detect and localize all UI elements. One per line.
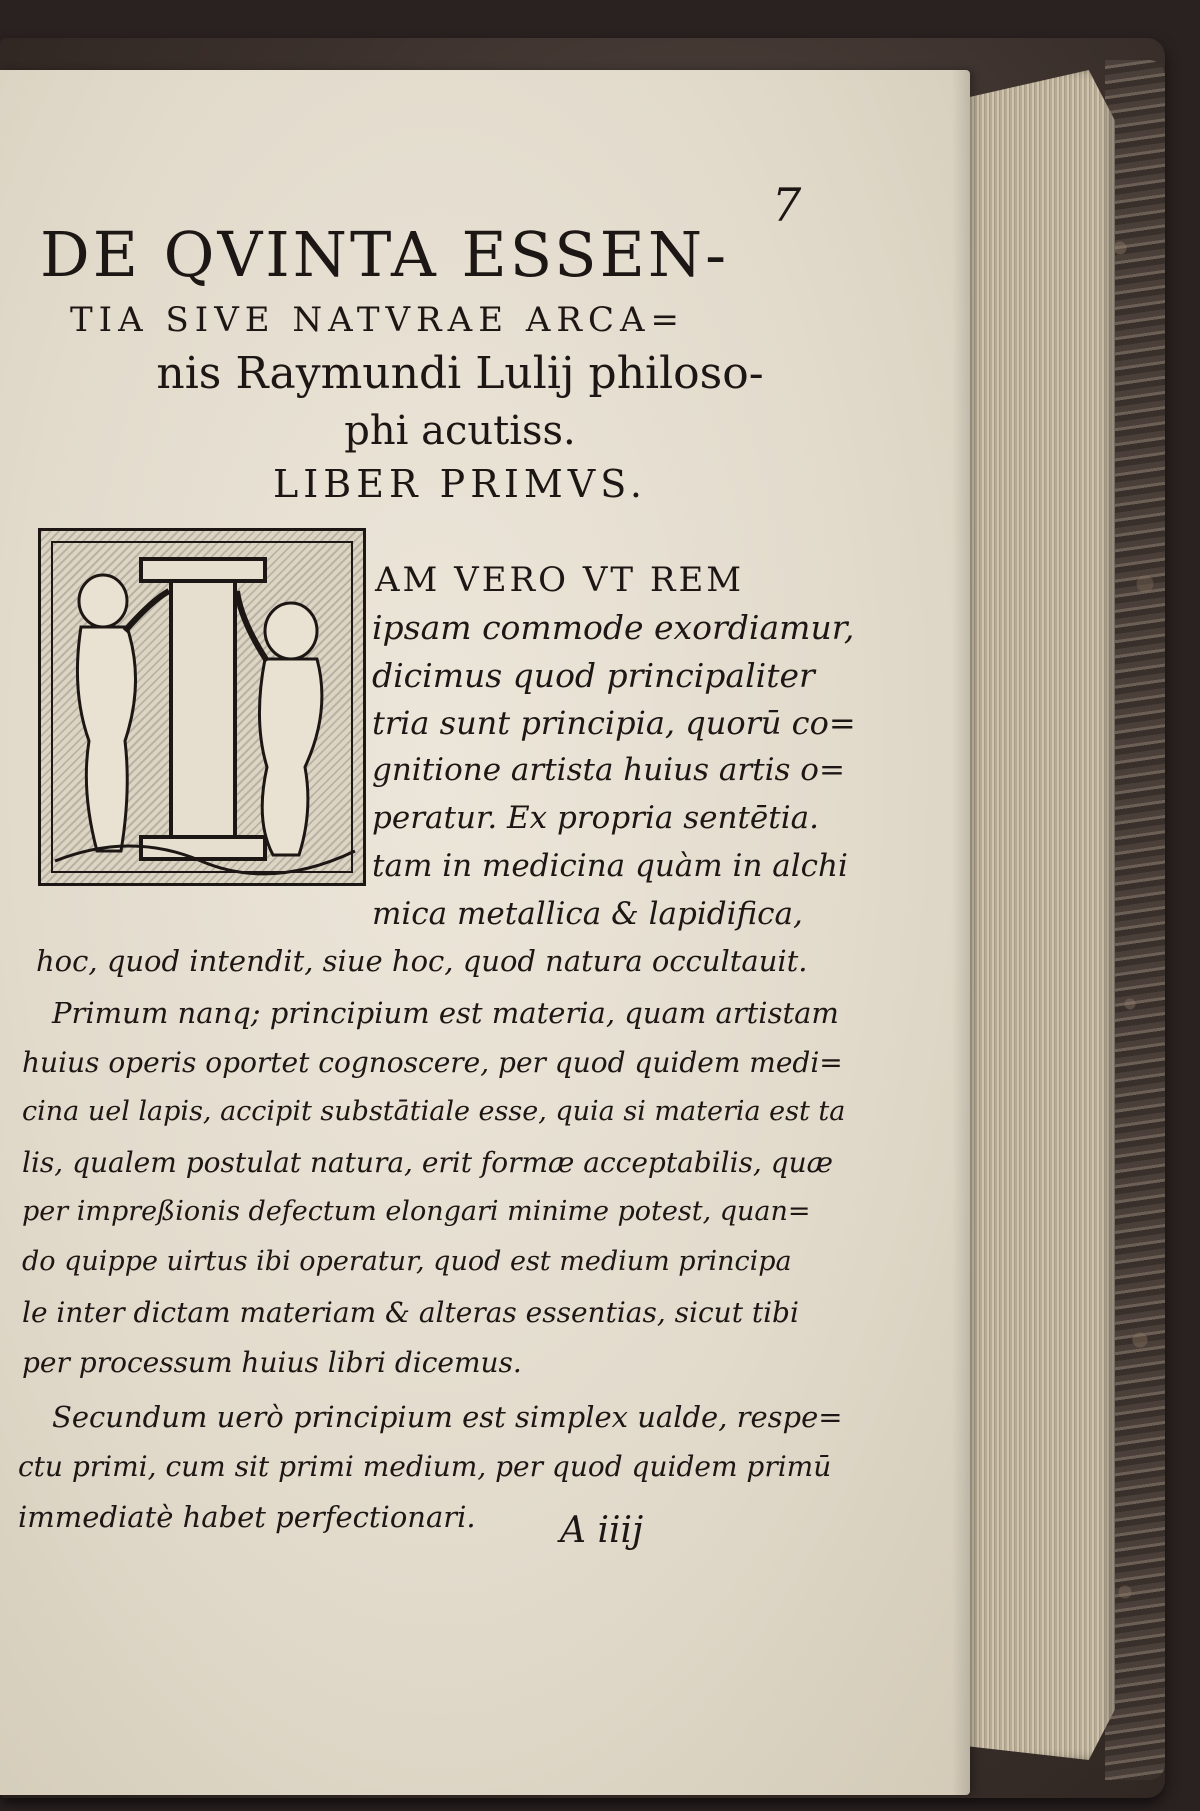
text-line-9: hoc, quod intendit, siue hoc, quod natura occultauit. (36, 944, 808, 978)
title-line-1: DE QVINTA ESSEN- (40, 218, 730, 291)
title-line-4: phi acutiss. (344, 408, 576, 454)
text-line-17: per processum huius libri dicemus. (22, 1346, 522, 1379)
text-line-15: do quippe uirtus ibi operatur, quod est medium principa (22, 1246, 792, 1277)
decorated-initial (38, 528, 366, 886)
title-line-3: nis Raymundi Lulij philoso- (156, 348, 764, 399)
text-line-3: dicimus quod principaliter (372, 656, 815, 695)
text-line-16: le inter dictam materiam & alteras essentias, sicut tibi (22, 1296, 799, 1329)
text-line-4: tria sunt principia, quorū co= (372, 704, 856, 742)
text-line-8: mica metallica & lapidifica, (372, 896, 803, 932)
text-line-1: AM VERO VT REM (375, 560, 745, 600)
text-line-13: lis, qualem postulat natura, erit formæ acceptabilis, quæ (22, 1146, 834, 1179)
cover-marbling (1110, 80, 1160, 1760)
text-line-10: Primum nanq; principium est materia, quam artistam (52, 996, 839, 1030)
text-line-18: Secundum uerò principium est simplex ualde, respe= (52, 1400, 843, 1434)
text-line-6: peratur. Ex propria sentētia. (372, 800, 819, 836)
initial-engraving (41, 531, 369, 889)
text-line-5: gnitione artista huius artis o= (372, 752, 845, 788)
text-line-19: ctu primi, cum sit primi medium, per quod quidem primū (18, 1450, 832, 1483)
text-line-20: immediatè habet perfectionari. (18, 1500, 476, 1534)
text-line-7: tam in medicina quàm in alchi (372, 848, 848, 884)
title-line-2: TIA SIVE NATVRAE ARCA= (70, 300, 686, 340)
folio-number: 7 (772, 178, 802, 232)
text-line-11: huius operis oportet cognoscere, per quod quidem medi= (22, 1046, 843, 1079)
text-line-14: per impreßionis defectum elongari minime potest, quan= (22, 1196, 811, 1227)
book-heading: LIBER PRIMVS. (273, 462, 647, 506)
text-line-12: cina uel lapis, accipit substātiale esse, quia si materia est ta (22, 1096, 846, 1127)
text-line-2: ipsam commode exordiamur, (372, 608, 855, 647)
catchword: A iiij (560, 1510, 644, 1551)
